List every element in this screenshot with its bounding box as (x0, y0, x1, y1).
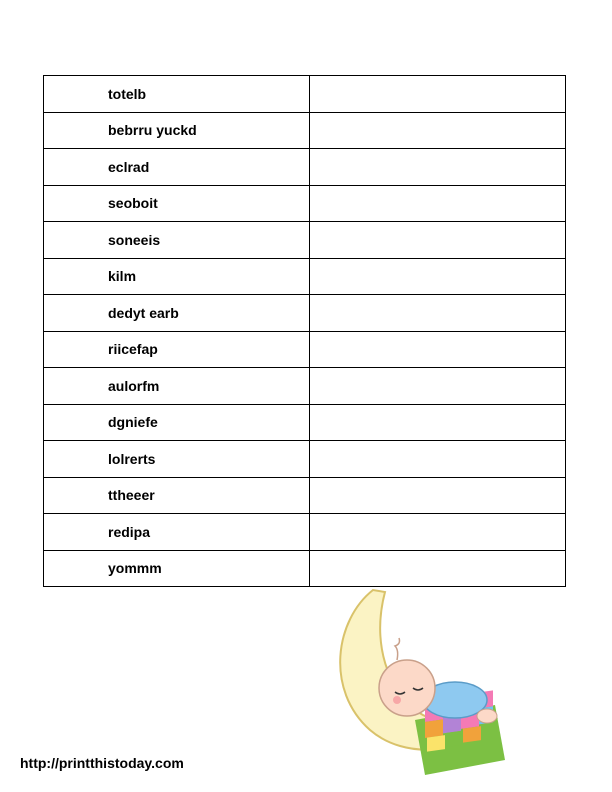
table-row (44, 222, 566, 259)
scrambled-word: riicefap (44, 331, 310, 368)
table-row (44, 76, 566, 113)
answer-cell[interactable] (310, 258, 566, 295)
answer-cell[interactable] (310, 441, 566, 478)
table-body (44, 76, 566, 587)
answer-cell[interactable] (310, 295, 566, 332)
scrambled-word: ttheeer (44, 477, 310, 514)
scrambled-word: eclrad (44, 149, 310, 186)
table-row (44, 514, 566, 551)
table-row (44, 477, 566, 514)
scrambled-word: kilm (44, 258, 310, 295)
table-row (44, 368, 566, 405)
table-row (44, 112, 566, 149)
answer-cell[interactable] (310, 514, 566, 551)
scrambled-word: seoboit (44, 185, 310, 222)
scrambled-word: dedyt earb (44, 295, 310, 332)
answer-cell[interactable] (310, 477, 566, 514)
table-row (44, 441, 566, 478)
baby-icon (379, 638, 497, 723)
answer-cell[interactable] (310, 149, 566, 186)
scrambled-word: lolrerts (44, 441, 310, 478)
table-row (44, 258, 566, 295)
scrambled-word: bebrru yuckd (44, 112, 310, 149)
answer-cell[interactable] (310, 331, 566, 368)
scrambled-word: yommm (44, 550, 310, 587)
scrambled-word: redipa (44, 514, 310, 551)
word-scramble-table (43, 75, 566, 587)
answer-cell[interactable] (310, 404, 566, 441)
table-row (44, 404, 566, 441)
scrambled-word: dgniefe (44, 404, 310, 441)
scrambled-word: totelb (44, 76, 310, 113)
scrambled-word: soneeis (44, 222, 310, 259)
answer-cell[interactable] (310, 368, 566, 405)
table-row (44, 185, 566, 222)
answer-cell[interactable] (310, 222, 566, 259)
scrambled-word: aulorfm (44, 368, 310, 405)
table-row (44, 331, 566, 368)
answer-cell[interactable] (310, 76, 566, 113)
answer-cell[interactable] (310, 185, 566, 222)
answer-cell[interactable] (310, 112, 566, 149)
site-url[interactable]: http://printthistoday.com (20, 755, 184, 771)
table-row (44, 149, 566, 186)
table-row (44, 295, 566, 332)
sleeping-baby-on-moon-icon (325, 580, 525, 780)
